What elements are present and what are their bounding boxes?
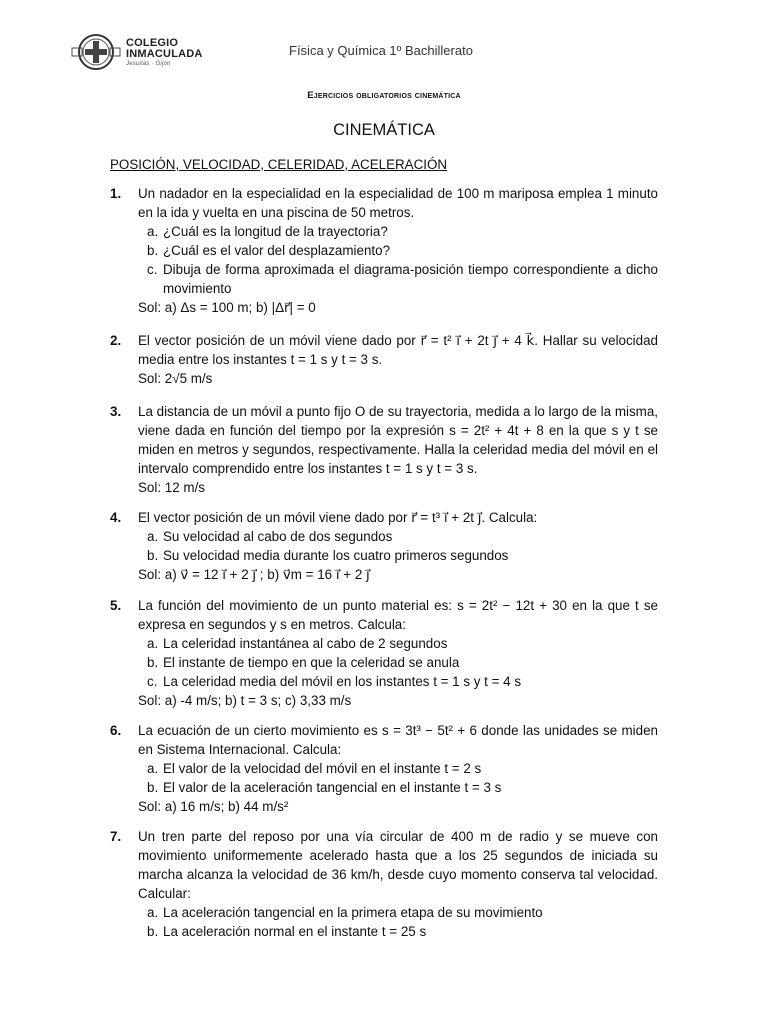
exercise-item bbox=[138, 241, 658, 260]
exercise-7 bbox=[110, 827, 658, 941]
item-label: a. bbox=[147, 224, 159, 239]
exercise-statement: La ecuación de un cierto movimiento es s = 3t³ − 5t² + 6 donde las unidades se miden en Sistema Internacional. Calcula: bbox=[138, 723, 658, 757]
exercise-item bbox=[138, 672, 658, 691]
page-header bbox=[66, 32, 706, 72]
item-text: Su velocidad al cabo de dos segundos bbox=[163, 529, 393, 544]
course-subject: Física y Química 1º Bachillerato bbox=[289, 43, 473, 58]
school-logo bbox=[66, 32, 126, 72]
exercise-4 bbox=[110, 508, 658, 584]
exercise-statement: Un nadador en la especialidad en la especialidad de 100 m mariposa emplea 1 minuto en la ida y vuelta en una piscina de 50 metros. bbox=[138, 186, 658, 220]
item-label: b. bbox=[147, 655, 159, 670]
exercise-number: 7. bbox=[110, 829, 122, 844]
school-tagline: Jesuitas · Gijón bbox=[126, 61, 171, 67]
item-text: ¿Cuál es la longitud de la trayectoria? bbox=[163, 224, 388, 239]
exercise-statement: La función del movimiento de un punto material es: s = 2t² − 12t + 30 en la que t se expresa en segundos y s en metros. Calcula: bbox=[138, 598, 658, 632]
exercise-item bbox=[138, 922, 658, 941]
exercise-number: 1. bbox=[110, 186, 122, 201]
item-text: Dibuja de forma aproximada el diagrama-posición tiempo correspondiente a dicho movimiento bbox=[163, 262, 658, 296]
exercise-2 bbox=[110, 331, 658, 388]
exercise-1 bbox=[110, 184, 658, 317]
item-label: c. bbox=[147, 262, 158, 277]
item-text: La celeridad instantánea al cabo de 2 segundos bbox=[163, 636, 448, 651]
exercise-item bbox=[138, 222, 658, 241]
item-label: c. bbox=[147, 674, 158, 689]
item-label: a. bbox=[147, 529, 159, 544]
exercise-6 bbox=[110, 721, 658, 816]
item-label: b. bbox=[147, 780, 159, 795]
item-text: Su velocidad media durante los cuatro primeros segundos bbox=[163, 548, 509, 563]
exercise-statement: La distancia de un móvil a punto fijo O de su trayectoria, medida a lo largo de la misma, viene dada en función del tiempo por la expresión s = 2t² + 4t + 8 en la que s y t se miden en metros y segundos, respectivamente. Halla la celeridad media del móvil en el intervalo comprendido entre los instantes t = 1 s y t = 3 s. bbox=[138, 404, 658, 476]
exercise-number: 5. bbox=[110, 598, 122, 613]
solution: Sol: 2√5 m/s bbox=[138, 371, 213, 386]
exercise-item bbox=[138, 546, 658, 565]
exercise-number: 6. bbox=[110, 723, 122, 738]
item-text: La aceleración normal en el instante t = 25 s bbox=[163, 924, 427, 939]
exercise-number: 4. bbox=[110, 510, 122, 525]
exercise-statement: El vector posición de un móvil viene dado por r⃗ = t³ i⃗ + 2t j⃗. Calcula: bbox=[138, 510, 538, 525]
item-label: a. bbox=[147, 761, 159, 776]
item-text: La aceleración tangencial en la primera etapa de su movimiento bbox=[163, 905, 543, 920]
item-label: a. bbox=[147, 636, 159, 651]
school-name bbox=[126, 38, 203, 68]
item-text: La celeridad media del móvil en los instantes t = 1 s y t = 4 s bbox=[163, 674, 522, 689]
exercise-item bbox=[138, 260, 658, 298]
exercise-number: 3. bbox=[110, 404, 122, 419]
item-text: ¿Cuál es el valor del desplazamiento? bbox=[163, 243, 391, 258]
solution: Sol: a) -4 m/s; b) t = 3 s; c) 3,33 m/s bbox=[138, 693, 352, 708]
solution: Sol: a) Δs = 100 m; b) |Δr⃗| = 0 bbox=[138, 300, 316, 315]
solution: Sol: a) v⃗ = 12 i⃗ + 2 j⃗ ; b) v⃗m = 16 i⃗ + 2 j⃗ bbox=[138, 567, 370, 582]
item-label: b. bbox=[147, 548, 159, 563]
exercise-statement: El vector posición de un móvil viene dado por r⃗ = t² i⃗ + 2t j⃗ + 4 k⃗. Hallar su velocidad media entre los instantes t = 1 s y t = 3 s. bbox=[138, 333, 658, 367]
section-heading: POSICIÓN, VELOCIDAD, CELERIDAD, ACELERACIÓN bbox=[110, 157, 448, 172]
exercise-5 bbox=[110, 596, 658, 710]
exercise-item bbox=[138, 634, 658, 653]
school-name-line1: COLEGIO bbox=[126, 37, 179, 49]
item-label: b. bbox=[147, 924, 159, 939]
exercise-statement: Un tren parte del reposo por una vía circular de 400 m de radio y se mueve con movimiento uniformemente acelerado hasta que a los 25 segundos de iniciada su marcha alcanza la velocidad de 36 km/h, desde cuyo momento conserva tal velocidad. Calcular: bbox=[138, 829, 658, 901]
exercise-3 bbox=[110, 402, 658, 497]
exercise-item bbox=[138, 527, 658, 546]
item-label: b. bbox=[147, 243, 159, 258]
document-title: CINEMÁTICA bbox=[333, 121, 435, 139]
solution: Sol: 12 m/s bbox=[138, 480, 205, 495]
exercise-item bbox=[138, 778, 658, 797]
exercise-item bbox=[138, 759, 658, 778]
school-name-line2: INMACULADA bbox=[126, 48, 203, 60]
document-subtitle: Ejercicios obligatorios cinemática bbox=[307, 90, 461, 101]
item-text: El valor de la aceleración tangencial en el instante t = 3 s bbox=[163, 780, 502, 795]
exercise-item bbox=[138, 653, 658, 672]
item-text: El valor de la velocidad del móvil en el instante t = 2 s bbox=[163, 761, 482, 776]
solution: Sol: a) 16 m/s; b) 44 m/s² bbox=[138, 799, 289, 814]
exercise-number: 2. bbox=[110, 333, 122, 348]
item-label: a. bbox=[147, 905, 159, 920]
item-text: El instante de tiempo en que la celeridad se anula bbox=[163, 655, 460, 670]
exercise-item bbox=[138, 903, 658, 922]
